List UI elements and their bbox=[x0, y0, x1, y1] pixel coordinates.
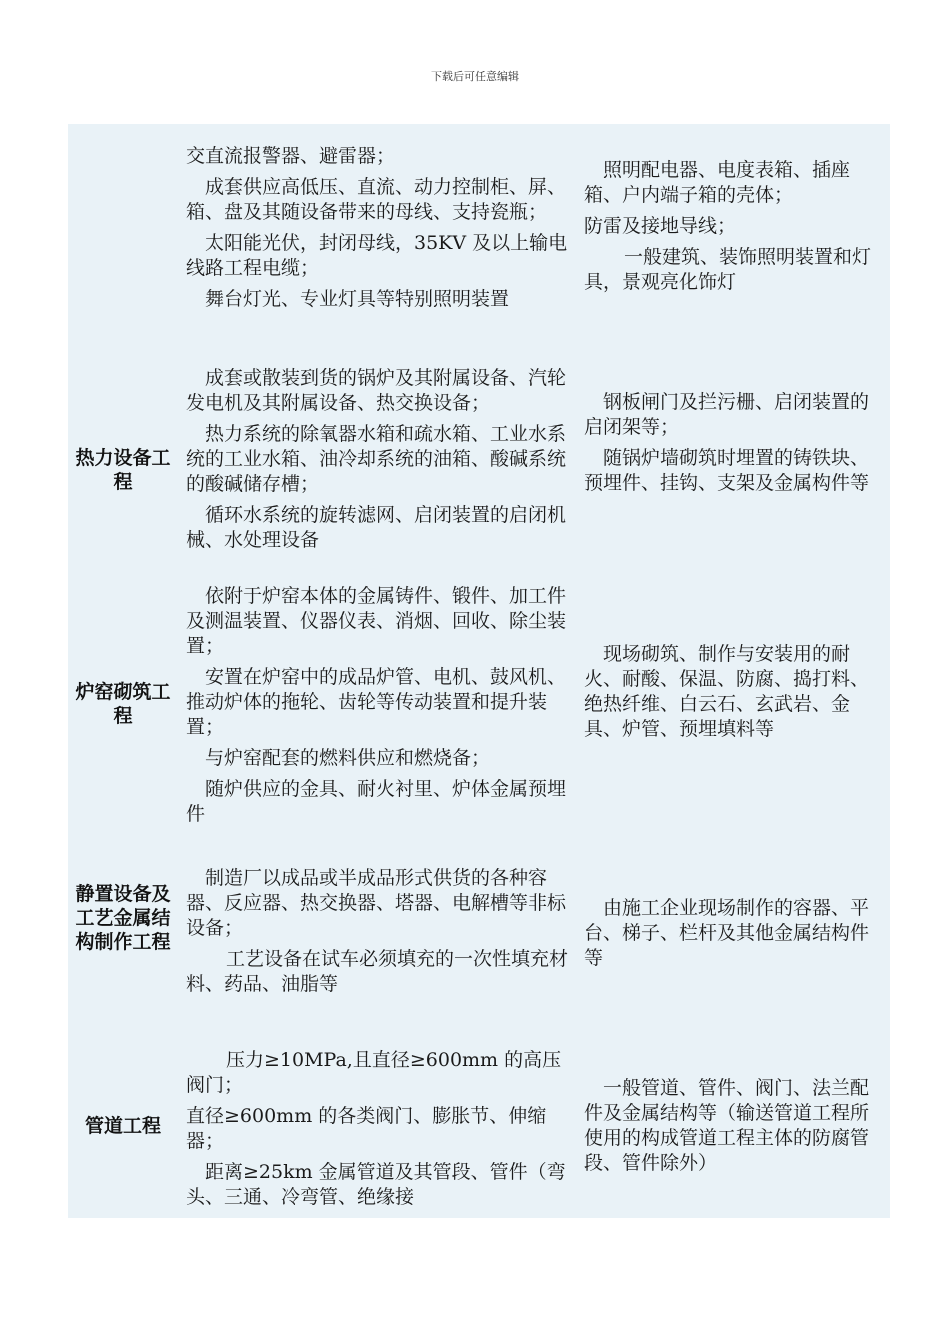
material-item: 随锅炉墙砌筑时埋置的铸铁块、预埋件、挂钩、支架及金属构件等 bbox=[584, 447, 870, 494]
material-scope-cell bbox=[584, 642, 878, 748]
material-scope-cell bbox=[584, 390, 878, 502]
scope-item: 太阳能光伏，封闭母线，35KV 及以上输电线路工程电缆； bbox=[186, 232, 568, 279]
scope-item: 安置在炉窑中的成品炉管、电机、鼓风机、推动炉体的拖轮、齿轮等传动装置和提升装置； bbox=[186, 666, 567, 738]
scope-item: 制造厂以成品或半成品形式供货的各种容器、反应器、热交换器、塔器、电解槽等非标设备； bbox=[186, 867, 567, 939]
material-item: 照明配电器、电度表箱、插座箱、户内端子箱的壳体； bbox=[584, 159, 851, 206]
scope-item: 与炉窑配套的燃料供应和燃烧备； bbox=[205, 747, 491, 769]
material-scope-cell bbox=[584, 1076, 878, 1182]
scope-item: 工艺设备在试车必须填充的一次性填充材料、药品、油脂等 bbox=[186, 948, 569, 995]
scope-item: 随炉供应的金具、耐火衬里、炉体金属预埋件 bbox=[186, 778, 567, 825]
material-item: 一般建筑、装饰照明装置和灯具，景观亮化饰灯 bbox=[584, 246, 872, 293]
scope-item: 舞台灯光、专业灯具等特别照明装置 bbox=[205, 288, 510, 310]
equipment-scope-cell bbox=[186, 1048, 570, 1216]
material-item: 由施工企业现场制作的容器、平台、梯子、栏杆及其他金属结构件等 bbox=[584, 897, 870, 969]
scope-item: 成套供应高低压、直流、动力控制柜、屏、箱、盘及其随设备带来的母线、支持瓷瓶； bbox=[186, 176, 567, 223]
scope-item: 依附于炉窑本体的金属铸件、锻件、加工件及测温装置、仪器仪表、消烟、回收、除尘装置； bbox=[186, 585, 567, 657]
material-scope-cell bbox=[584, 896, 878, 977]
category-label: 炉窑砌筑工程 bbox=[75, 681, 171, 727]
equipment-scope-cell bbox=[186, 584, 570, 833]
scope-item: 热力系统的除氧器水箱和疏水箱、工业水系统的工业水箱、油冷却系统的油箱、酸碱系统的酸碱储存槽； bbox=[186, 423, 567, 495]
material-item: 防雷及接地导线； bbox=[584, 215, 737, 237]
material-item: 一般管道、管件、阀门、法兰配件及金属结构等（输送管道工程所使用的构成管道工程主体的防腐管段、管件除外） bbox=[584, 1077, 870, 1174]
equipment-scope-cell bbox=[186, 144, 570, 318]
scope-item: 直径≥600mm 的各类阀门、膨胀节、伸缩器； bbox=[186, 1105, 547, 1152]
material-scope-cell bbox=[584, 158, 878, 301]
scope-item: 距离≥25km 金属管道及其管段、管件（弯头、三通、冷弯管、绝缘接 bbox=[186, 1161, 566, 1208]
page-header: 下载后可任意编辑 bbox=[431, 70, 519, 83]
category-label: 管道工程 bbox=[84, 1115, 161, 1137]
material-item: 现场砌筑、制作与安装用的耐火、耐酸、保温、防腐、捣打料、绝热纤维、白云石、玄武岩、金具、炉管、预埋填料等 bbox=[584, 643, 870, 740]
category-label: 热力设备工程 bbox=[75, 447, 171, 493]
scope-item: 压力≥10MPa,且直径≥600mm 的高压阀门； bbox=[186, 1049, 562, 1096]
equipment-scope-cell bbox=[186, 866, 570, 1003]
material-item: 钢板闸门及拦污栅、启闭装置的启闭架等； bbox=[584, 391, 870, 438]
equipment-scope-cell bbox=[186, 366, 570, 559]
scope-item: 循环水系统的旋转滤网、启闭装置的启闭机械、水处理设备 bbox=[186, 504, 567, 551]
category-label: 静置设备及工艺金属结构制作工程 bbox=[75, 883, 171, 953]
scope-item: 成套或散装到货的锅炉及其附属设备、汽轮发电机及其附属设备、热交换设备； bbox=[186, 367, 567, 414]
scope-item: 交直流报警器、避雷器； bbox=[186, 145, 396, 167]
